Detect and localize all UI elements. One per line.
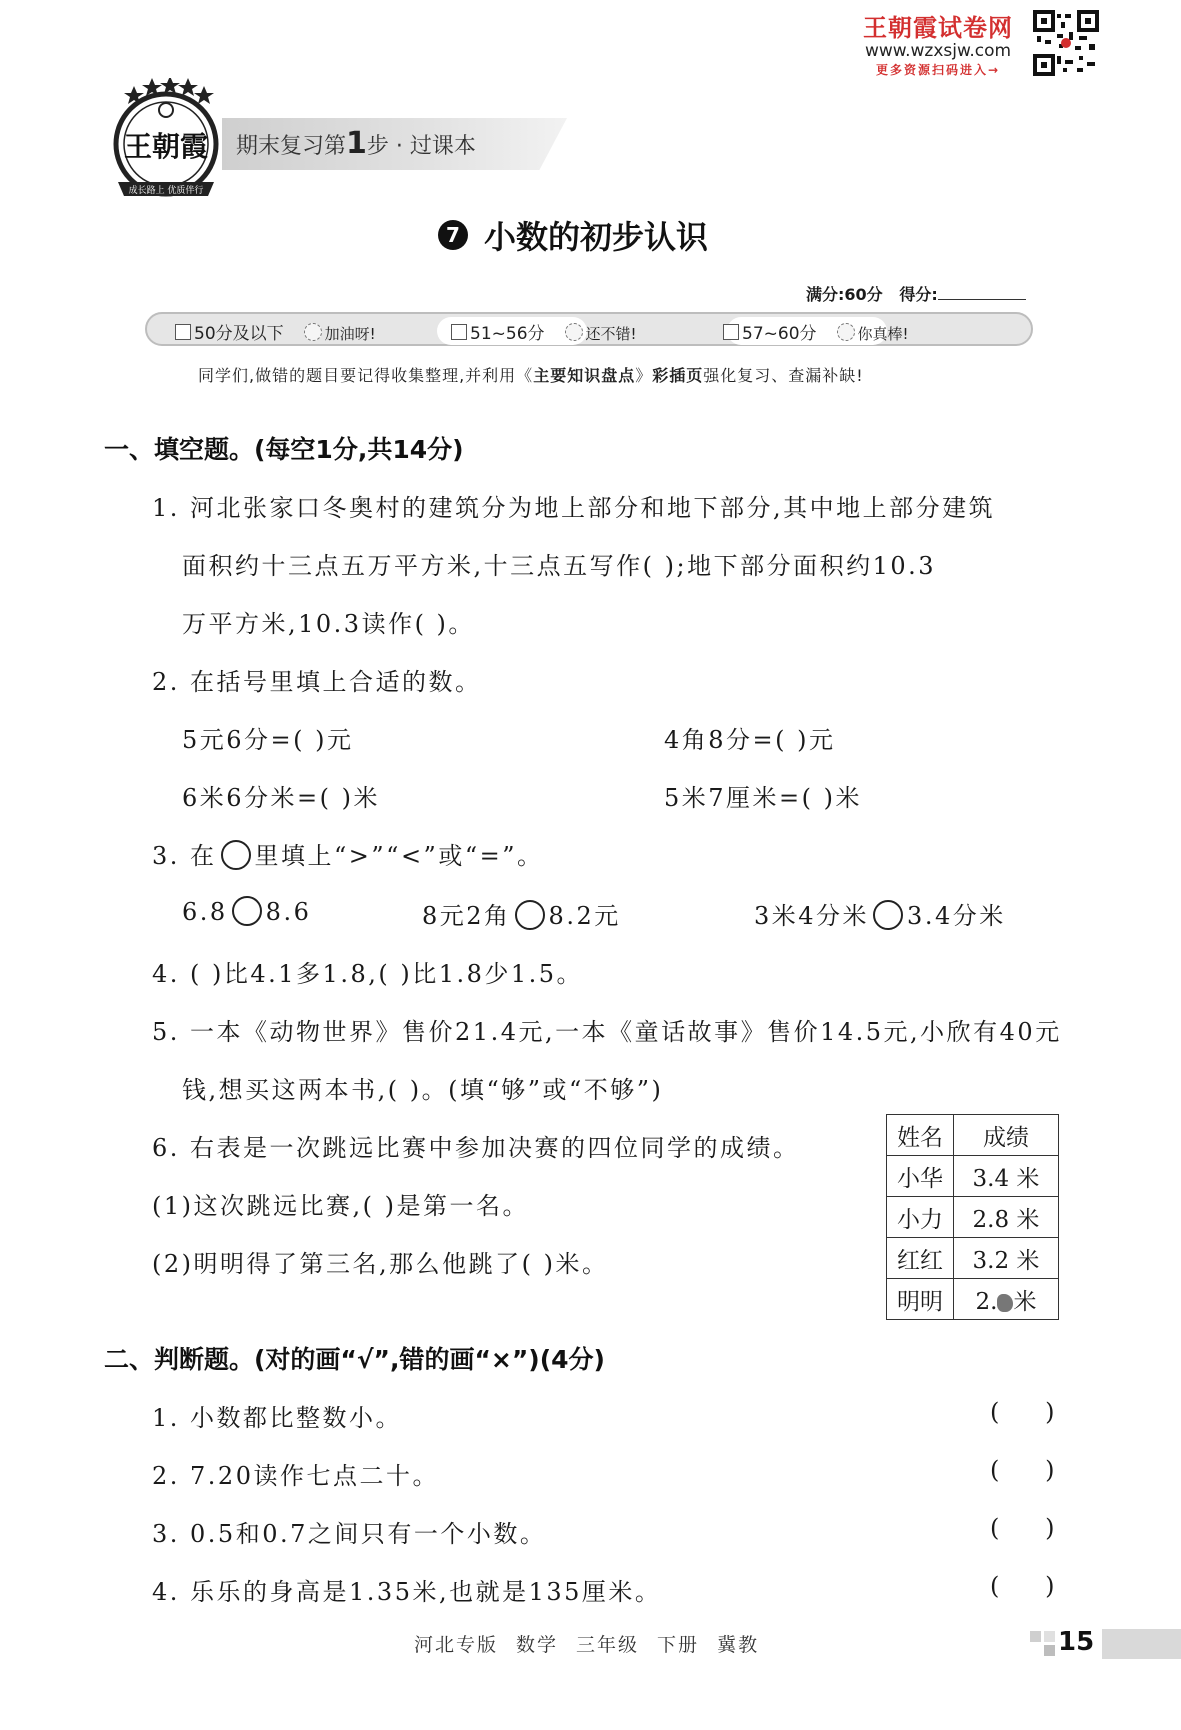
page-title: 小数的初步认识	[484, 218, 709, 256]
checkbox-icon[interactable]	[175, 324, 191, 340]
question-3: 3. 在 里填上“>”“<”或“=”。	[152, 842, 544, 870]
compare-circle-input[interactable]	[515, 900, 545, 930]
question-1-line-2: 面积约十三点五万平方米,十三点五写作( );地下部分面积约10.3	[182, 552, 937, 580]
question-1-line-3: 万平方米,10.3读作( )。	[182, 610, 475, 638]
rating-option-1[interactable]	[175, 319, 376, 344]
question-5-line-2: 钱,想买这两本书,( )。(填“够”或“不够”)	[182, 1076, 664, 1104]
page-bar	[1102, 1629, 1181, 1659]
rating-option-2[interactable]	[451, 319, 637, 344]
table-header: 成绩	[954, 1115, 1059, 1156]
score-line	[806, 282, 1026, 305]
table-row	[887, 1238, 1059, 1279]
ink-smudge-icon	[997, 1294, 1013, 1312]
banner-step: 1	[346, 126, 367, 161]
rating-range: 51~56分	[470, 324, 545, 344]
compare-circle-icon	[221, 840, 251, 870]
question-2-d: 5米7厘米=( )米	[664, 784, 863, 812]
study-note: 同学们,做错的题目要记得收集整理,并利用《主要知识盘点》彩插页强化复习、查漏补缺!	[198, 366, 864, 385]
section1-heading: 一、填空题。(每空1分,共14分)	[104, 435, 464, 464]
footer-info	[414, 1630, 777, 1657]
student-name: 小华	[887, 1156, 954, 1197]
brand-more-resources: 更多资源扫码进入→	[875, 63, 1001, 77]
page-number: 15	[1058, 1627, 1095, 1657]
student-score: 2.8 米	[954, 1197, 1059, 1238]
question-4: 4. ( )比4.1多1.8,( )比1.8少1.5。	[152, 960, 584, 988]
section2-heading: 二、判断题。(对的画“√”,错的画“×”)(4分)	[104, 1345, 605, 1374]
footer-volume: 下册	[657, 1634, 700, 1656]
question-3-a: 6.8 8.6	[182, 898, 312, 926]
qr-code-icon[interactable]	[1033, 10, 1099, 76]
question-2: 2. 在括号里填上合适的数。	[152, 668, 482, 696]
checkbox-icon[interactable]	[451, 324, 467, 340]
judgement-answer-4[interactable]: ( )	[990, 1572, 1055, 1600]
student-score: 3.4 米	[954, 1156, 1059, 1197]
question-1-line-1: 1. 河北张家口冬奥村的建筑分为地上部分和地下部分,其中地上部分建筑	[152, 494, 996, 522]
long-jump-results-table	[886, 1114, 1059, 1320]
footer-edition: 河北专版	[414, 1634, 499, 1656]
compare-circle-input[interactable]	[873, 900, 903, 930]
judgement-answer-2[interactable]: ( )	[990, 1456, 1055, 1484]
rating-message: 还不错!	[585, 325, 637, 343]
student-score-smudged: 2. 米	[954, 1279, 1059, 1320]
brand-name: 王朝霞试卷网	[863, 14, 1013, 42]
question-2-b: 4角8分=( )元	[664, 726, 836, 754]
unit-number-badge: 7	[438, 220, 468, 250]
student-name: 明明	[887, 1279, 954, 1320]
student-name: 红红	[887, 1238, 954, 1279]
judgement-item-3: 3. 0.5和0.7之间只有一个小数。	[152, 1520, 547, 1548]
judgement-item-4: 4. 乐乐的身高是1.35米,也就是135厘米。	[152, 1578, 662, 1606]
smiley-icon	[304, 323, 322, 341]
question-6: 6. 右表是一次跳远比赛中参加决赛的四位同学的成绩。	[152, 1134, 800, 1162]
score-label: 得分:	[899, 285, 938, 304]
rating-message: 你真棒!	[857, 325, 909, 343]
question-2-c: 6米6分米=( )米	[182, 784, 381, 812]
student-name: 小力	[887, 1197, 954, 1238]
question-5-line-1: 5. 一本《动物世界》售价21.4元,一本《童话故事》售价14.5元,小欣有40元	[152, 1018, 1062, 1046]
table-row	[887, 1197, 1059, 1238]
banner-title	[236, 126, 476, 161]
student-score: 3.2 米	[954, 1238, 1059, 1279]
checkbox-icon[interactable]	[723, 324, 739, 340]
rating-message: 加油呀!	[324, 325, 376, 343]
table-row	[887, 1279, 1059, 1320]
rating-option-3[interactable]	[723, 319, 909, 344]
footer-grade: 三年级	[576, 1634, 640, 1656]
table-header: 姓名	[887, 1115, 954, 1156]
smiley-icon	[837, 323, 855, 341]
question-3-c: 3米4分米 3.4分米	[754, 902, 1006, 930]
table-header-row	[887, 1115, 1059, 1156]
wangzhaoxia-logo	[104, 78, 228, 206]
rating-bar	[145, 312, 1033, 346]
logo-text: 王朝霞	[123, 130, 209, 163]
score-blank[interactable]	[938, 285, 1026, 300]
smiley-icon	[565, 323, 583, 341]
judgement-answer-3[interactable]: ( )	[990, 1514, 1055, 1542]
judgement-item-2: 2. 7.20读作七点二十。	[152, 1462, 439, 1490]
full-score: 满分:60分	[806, 285, 883, 304]
banner-suffix: 步 · 过课本	[366, 134, 476, 159]
page-corner-decoration	[1030, 1631, 1056, 1657]
question-3-b: 8元2角 8.2元	[422, 902, 621, 930]
footer-subject: 数学	[516, 1634, 559, 1656]
compare-circle-input[interactable]	[232, 896, 262, 926]
table-row	[887, 1156, 1059, 1197]
judgement-item-1: 1. 小数都比整数小。	[152, 1404, 403, 1432]
question-6-2: (2)明明得了第三名,那么他跳了( )米。	[152, 1250, 609, 1278]
question-6-1: (1)这次跳远比赛,( )是第一名。	[152, 1192, 529, 1220]
brand-header	[848, 8, 1028, 78]
judgement-answer-1[interactable]: ( )	[990, 1398, 1055, 1426]
brand-url[interactable]: www.wzxsjw.com	[864, 41, 1012, 61]
question-2-a: 5元6分=( )元	[182, 726, 354, 754]
rating-range: 57~60分	[742, 324, 817, 344]
logo-ribbon: 成长路上 优质伴行	[128, 186, 204, 196]
banner-prefix: 期末复习第	[236, 134, 347, 159]
rating-range: 50分及以下	[194, 324, 284, 344]
footer-publisher: 冀教	[717, 1634, 760, 1656]
